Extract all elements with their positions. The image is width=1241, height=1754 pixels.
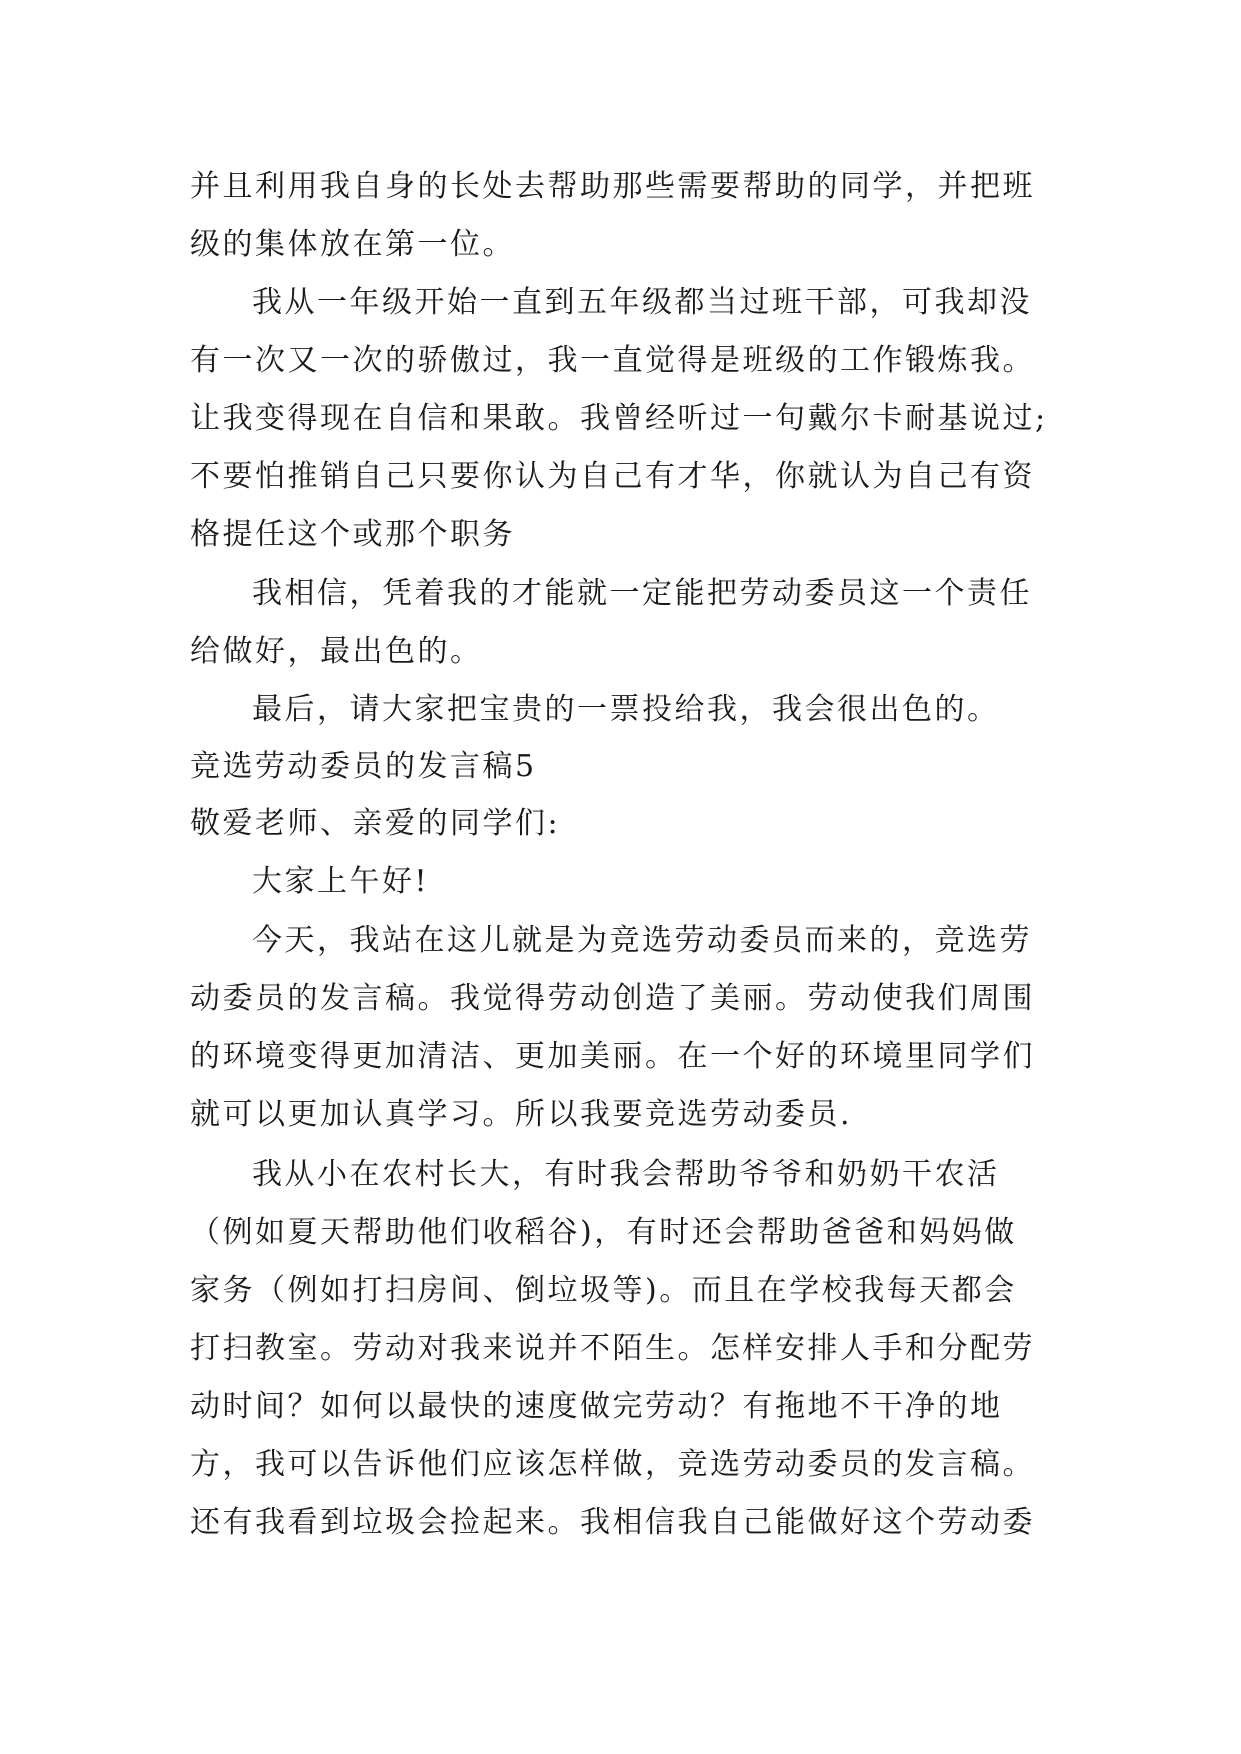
text-line: 让我变得现在自信和果敢。我曾经听过一句戴尔卡耐基说过;: [190, 401, 1048, 436]
text-line: 我从小在农村长大，有时我会帮助爷爷和奶奶干农活: [252, 1157, 1000, 1192]
text-line: 今天，我站在这儿就是为竞选劳动委员而来的，竞选劳: [252, 923, 1032, 958]
text-line: 就可以更加认真学习。所以我要竞选劳动委员.: [190, 1097, 853, 1132]
salutation: 敬爱老师、亲爱的同学们:: [190, 806, 561, 841]
text-line: 打扫教室。劳动对我来说并不陌生。怎样安排人手和分配劳: [190, 1331, 1035, 1366]
text-line: 我从一年级开始一直到五年级都当过班干部，可我却没: [252, 285, 1032, 320]
text-line: 方，我可以告诉他们应该怎样做，竞选劳动委员的发言稿。: [190, 1447, 1035, 1482]
text-line: 有一次又一次的骄傲过，我一直觉得是班级的工作锻炼我。: [190, 343, 1035, 378]
text-line: 的环境变得更加清洁、更加美丽。在一个好的环境里同学们: [190, 1039, 1035, 1074]
text-line: 不要怕推销自己只要你认为自己有才华，你就认为自己有资: [190, 459, 1035, 494]
text-line: 给做好，最出色的。: [190, 634, 483, 669]
text-line: （例如夏天帮助他们收稻谷)，有时还会帮助爸爸和妈妈做: [190, 1215, 1017, 1250]
greeting: 大家上午好!: [252, 864, 430, 899]
text-line: 动委员的发言稿。我觉得劳动创造了美丽。劳动使我们周围: [190, 981, 1035, 1016]
text-line: 我相信，凭着我的才能就一定能把劳动委员这一个责任: [252, 576, 1032, 611]
text-line: 级的集体放在第一位。: [190, 227, 515, 262]
text-line: 最后，请大家把宝贵的一票投给我，我会很出色的。: [252, 692, 1000, 727]
text-line: 格提任这个或那个职务: [190, 517, 515, 552]
text-line: 家务（例如打扫房间、倒垃圾等)。而且在学校我每天都会: [190, 1273, 1017, 1308]
text-line: 并且利用我自身的长处去帮助那些需要帮助的同学，并把班: [190, 169, 1035, 204]
text-line: 还有我看到垃圾会捡起来。我相信我自己能做好这个劳动委: [190, 1505, 1035, 1540]
text-line: 动时间？如何以最快的速度做完劳动？有拖地不干净的地: [190, 1389, 1003, 1424]
section-heading: 竞选劳动委员的发言稿5: [190, 749, 537, 784]
